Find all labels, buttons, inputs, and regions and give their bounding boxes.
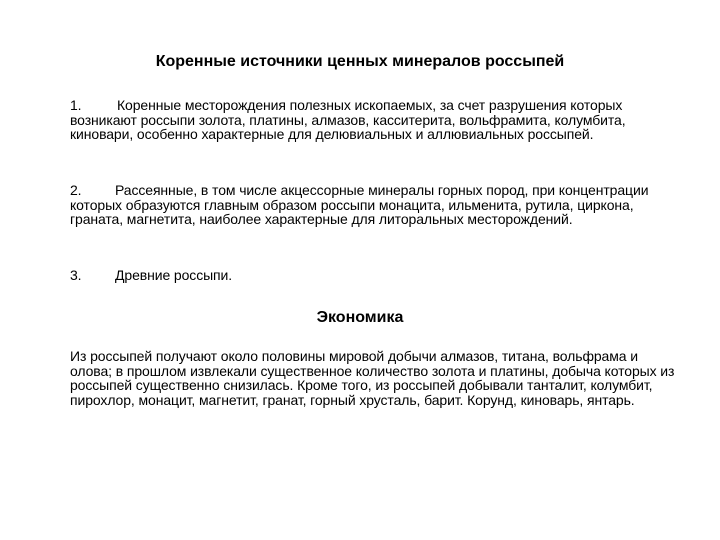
list-item-text: Коренные месторождения полезных ископаемых, за счет разрушения которых возникают россыпи золота, платины, алмазов, касситерита, вольфрамита, колумбита, киновари, особенно характерные для делювиальных и аллювиальных россыпей. [70, 97, 626, 142]
list-item-number: 2. [70, 182, 82, 198]
list-item [70, 183, 670, 227]
list-item-number: 3. [70, 267, 82, 283]
list-item [70, 268, 670, 283]
economics-paragraph: Из россыпей получают около половины мировой добычи алмазов, титана, вольфрама и олова; в прошлом извлекали существенное количество золота и платины, добыча которых из россыпей существенно снизилась. Кроме того, из россыпей добывали танталит, колумбит, пирохлор, монацит, магнетит, гранат, горный хрусталь, барит. Корунд, киноварь, янтарь. [70, 348, 675, 408]
list-item-number: 1. [70, 97, 82, 113]
list-item-text: Древние россыпи. [115, 267, 233, 283]
list-item-text: Рассеянные, в том числе акцессорные минералы горных пород, при концентрации которых образуются главным образом россыпи монацита, ильменита, рутила, циркона, граната, магнетита, наиболее характерные для литоральных месторождений. [70, 182, 649, 227]
section-heading: Экономика [316, 309, 404, 326]
list-item [70, 98, 670, 142]
slide-title: Коренные источники ценных минералов россыпей [155, 53, 565, 70]
